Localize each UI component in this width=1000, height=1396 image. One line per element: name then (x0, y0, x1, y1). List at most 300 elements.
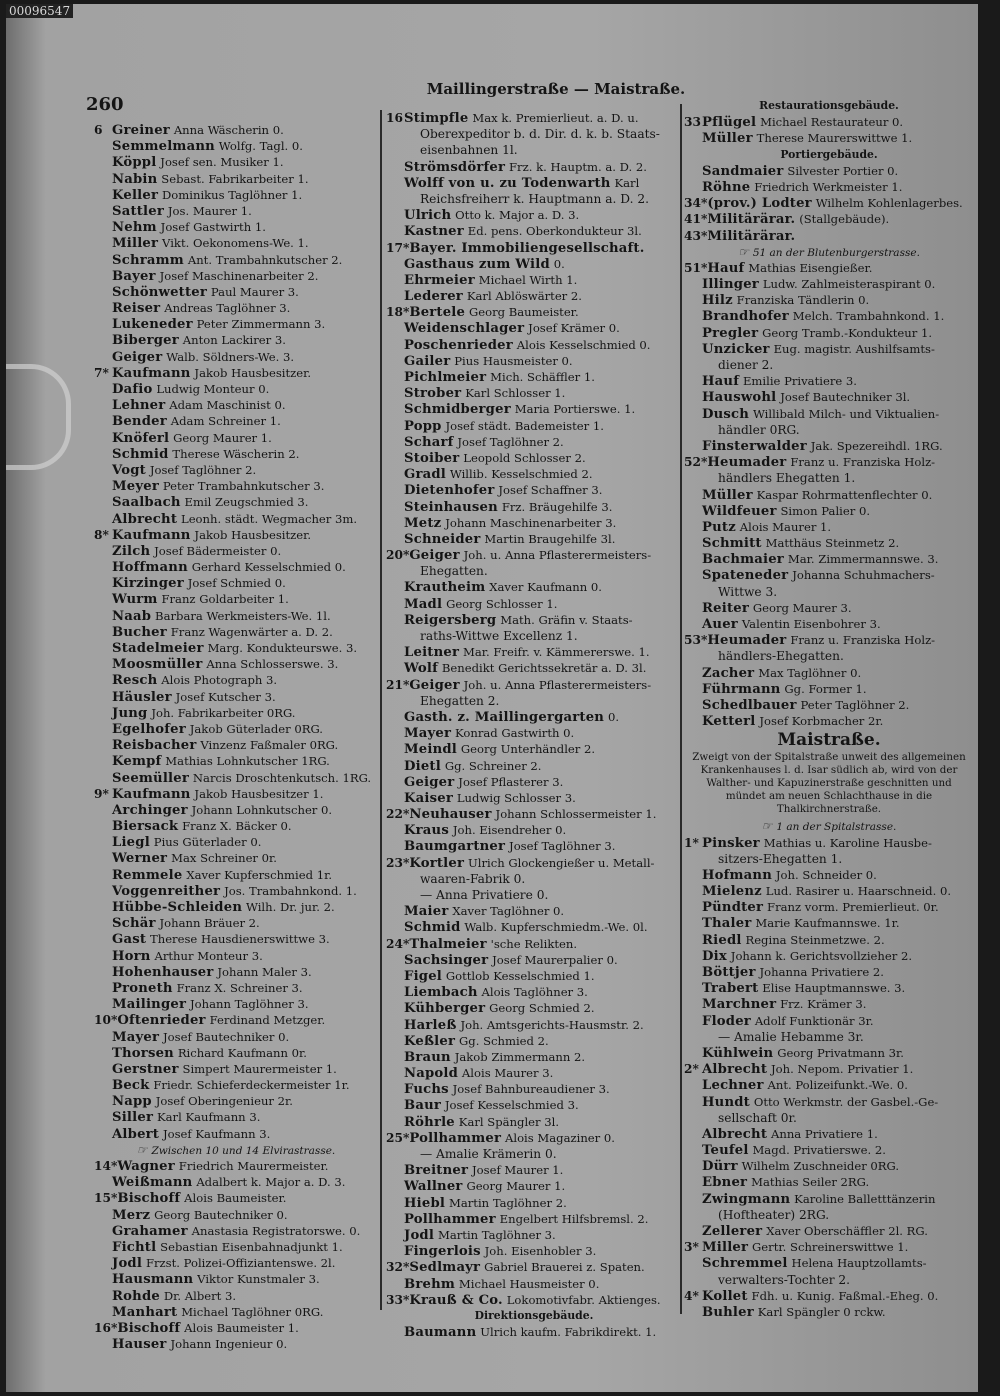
resident-entry (684, 487, 974, 503)
resident-entry (94, 915, 378, 931)
resident-details: Franz u. Franziska Holz- (790, 633, 936, 648)
resident-surname: Heumader (707, 633, 787, 649)
resident-details: Karl (614, 175, 640, 190)
resident-details: Georg Tramb.-Kondukteur 1. (762, 325, 933, 340)
resident-entry (94, 883, 378, 899)
resident-details: Georg Privatmann 3r. (777, 1045, 904, 1060)
resident-details: Alois Maurer 1. (739, 519, 832, 534)
resident-details: Xaver Taglöhner 0. (452, 904, 565, 919)
resident-surname: Röhne (702, 179, 751, 195)
resident-details: Peter Trambahnkutscher 3. (162, 479, 325, 494)
resident-entry (684, 276, 974, 292)
resident-entry (94, 672, 378, 688)
resident-details: Emilie Privatiere 3. (742, 374, 857, 389)
house-number: 17* (386, 240, 410, 255)
resident-details: Anna Wäscherin 0. (173, 123, 284, 137)
resident-entry (684, 1126, 974, 1142)
resident-details: (Stallgebäude). (799, 212, 890, 227)
resident-surname: Röhrle (404, 1114, 455, 1130)
resident-details: Josef Taglöhner 2. (457, 434, 564, 449)
resident-details: Leonh. städt. Wegmacher 3m. (181, 511, 358, 526)
resident-surname: Hohenhauser (112, 964, 214, 980)
resident-details: Ulrich kaufm. Fabrikdirekt. 1. (480, 1325, 657, 1340)
house-number: 2* (684, 1062, 699, 1077)
resident-surname: Kaiser (404, 790, 453, 806)
resident-entry (684, 454, 974, 470)
entry-continuation: sitzers-Ehegatten 1. (718, 851, 843, 866)
resident-details: Ant. Trambahnkutscher 2. (187, 252, 343, 267)
resident-surname: Mayer (112, 1029, 160, 1045)
resident-entry (386, 741, 682, 757)
resident-details: Jakob Hausbesitzer. (194, 365, 312, 380)
resident-surname: Schmid (112, 446, 169, 462)
resident-entry (684, 964, 974, 980)
resident-details: Marg. Kondukteurswe. 3. (207, 641, 358, 655)
resident-surname: Liegl (112, 835, 150, 851)
resident-surname: Moosmüller (112, 657, 203, 673)
resident-surname: Lederer (404, 289, 463, 305)
resident-entry (94, 786, 378, 802)
resident-details: Friedrich Werkmeister 1. (754, 179, 903, 194)
resident-entry (684, 114, 974, 130)
resident-details: Barbara Werkmeisters-We. 1l. (155, 608, 331, 623)
resident-details: Josef Maurer 1. (472, 1163, 564, 1178)
resident-details: Johann Ingenieur 0. (170, 1337, 288, 1352)
house-number: 24* (386, 936, 410, 951)
resident-entry (684, 697, 974, 713)
resident-entry (94, 154, 378, 170)
resident-entry (684, 1061, 974, 1077)
resident-details: Martin Taglöhner 2. (448, 1195, 567, 1210)
resident-entry (386, 207, 682, 223)
resident-surname: Maier (404, 904, 449, 920)
resident-surname: Albert (112, 1126, 160, 1142)
resident-details: Josef sen. Musiker 1. (160, 155, 284, 170)
resident-entry (94, 1271, 378, 1287)
resident-details: Joh. Schneider 0. (775, 867, 877, 882)
resident-details: Adalbert k. Major a. D. 3. (196, 1175, 346, 1190)
resident-entry (684, 980, 974, 996)
resident-entry (94, 818, 378, 834)
house-number: 23* (386, 855, 410, 870)
resident-surname: Sachsinger (404, 952, 489, 968)
resident-surname: Brandhofer (702, 309, 789, 325)
pointing-hand-icon: ☞ (136, 1142, 148, 1157)
resident-entry (684, 1288, 974, 1304)
resident-entry (684, 130, 974, 146)
resident-entry (684, 713, 974, 729)
resident-entry (94, 1304, 378, 1320)
resident-surname: Wallner (404, 1179, 463, 1195)
resident-entry (386, 1211, 682, 1227)
resident-entry (386, 579, 682, 595)
resident-details: Josef Kutscher 3. (175, 689, 276, 704)
entry-continuation: sellschaft 0r. (718, 1110, 797, 1125)
resident-details: Pius Güterlader 0. (153, 835, 262, 850)
resident-details: Willibald Milch- und Viktualien- (752, 406, 940, 421)
resident-surname: Unzicker (702, 341, 770, 357)
resident-surname: Fuchs (404, 1082, 449, 1098)
resident-details: Alois Taglöhner 3. (481, 985, 588, 1000)
resident-entry (684, 1191, 974, 1207)
resident-surname: Zacher (702, 665, 755, 681)
resident-entry (94, 1288, 378, 1304)
resident-surname: Napold (404, 1066, 459, 1082)
resident-details: Alois Baumeister. (184, 1191, 287, 1206)
resident-entry (386, 434, 682, 450)
resident-surname: Gast (112, 932, 147, 948)
resident-surname: Albrecht (702, 1126, 768, 1142)
resident-entry (386, 288, 682, 304)
resident-surname: Dafio (112, 382, 153, 397)
resident-surname: Breitner (404, 1163, 469, 1179)
resident-entry (684, 325, 974, 341)
resident-surname: Ulrich (404, 208, 452, 224)
resident-entry (94, 349, 378, 365)
resident-entry (94, 1336, 378, 1352)
resident-details: Joh. Amtsgerichts-Hausmstr. 2. (460, 1017, 644, 1032)
resident-details: Emil Zeugschmied 3. (184, 495, 309, 510)
house-number: 20* (386, 548, 410, 563)
resident-surname: Merz (112, 1207, 151, 1223)
resident-details: Ludwig Monteur 0. (156, 382, 270, 396)
resident-entry (684, 1077, 974, 1093)
resident-surname: Meindl (404, 742, 458, 758)
resident-details: Josef Maurerpalier 0. (492, 952, 618, 967)
note-text: 1 an der Spitalstrasse. (776, 821, 897, 834)
resident-surname: Baumgartner (404, 839, 506, 855)
resident-details: Frz. Bräugehilfe 3. (501, 499, 613, 514)
resident-entry (386, 919, 682, 935)
resident-surname: Pündter (702, 900, 764, 916)
note-text: 51 an der Blutenburgerstrasse. (752, 246, 920, 259)
resident-surname: Jodl (112, 1256, 143, 1272)
resident-surname: Madl (404, 596, 443, 612)
resident-entry (386, 1178, 682, 1194)
resident-details: Franz X. Bäcker 0. (182, 819, 292, 834)
resident-surname: Scharf (404, 434, 454, 450)
resident-surname: Kühberger (404, 1001, 486, 1017)
resident-entry (386, 515, 682, 531)
resident-entry (684, 503, 974, 519)
resident-entry (386, 159, 682, 175)
resident-surname: Zwingmann (702, 1191, 791, 1207)
resident-entry (94, 187, 378, 203)
resident-entry (386, 644, 682, 660)
resident-entry (684, 308, 974, 324)
resident-entry (94, 964, 378, 980)
resident-surname: Schmitt (702, 536, 762, 552)
resident-surname: Hausmann (112, 1272, 194, 1288)
resident-details: Josef Oberingenieur 2r. (155, 1094, 293, 1109)
resident-surname: Semmelmann (112, 139, 215, 155)
house-number: 8* (94, 527, 109, 542)
resident-details: Gg. Schmied 2. (459, 1033, 549, 1048)
resident-entry (94, 1320, 378, 1336)
resident-surname: Steinhausen (404, 499, 498, 515)
resident-surname: Jung (112, 705, 148, 721)
house-number: 6 (94, 123, 103, 137)
resident-entry (386, 418, 682, 434)
resident-entry (94, 1126, 378, 1142)
resident-entry (94, 753, 378, 769)
resident-surname: Weidenschlager (404, 321, 525, 337)
resident-surname: Reiser (112, 301, 161, 317)
resident-surname: Sandmaier (702, 163, 784, 179)
resident-details: Josef Schaffner 3. (498, 483, 603, 498)
resident-surname: Biberger (112, 333, 179, 349)
resident-entry (684, 1045, 974, 1061)
resident-entry (94, 219, 378, 235)
resident-details: Vinzenz Faßmaler 0RG. (200, 738, 339, 753)
resident-details: Josef Bautechniker 3l. (780, 390, 911, 405)
resident-entry (386, 1000, 682, 1016)
entry-continuation: waaren-Fabrik 0. (420, 871, 526, 886)
resident-entry (684, 406, 974, 422)
house-number: 43* (684, 228, 708, 243)
resident-details: Franz u. Franziska Holz- (790, 455, 936, 470)
resident-surname: Schneider (404, 531, 481, 547)
resident-surname: Archinger (112, 802, 188, 818)
resident-entry (386, 1259, 682, 1275)
resident-entry (94, 1239, 378, 1255)
resident-details: Josef Kesselschmied 3. (444, 1098, 579, 1113)
resident-surname: Sedlmayr (409, 1260, 481, 1276)
entry-continuation: raths-Wittwe Excellenz 1. (420, 629, 578, 643)
resident-surname: Strömsdörfer (404, 159, 506, 175)
resident-surname: Pinsker (702, 835, 760, 851)
resident-details: Konrad Gastwirth 0. (455, 726, 575, 741)
resident-surname: Albrecht (702, 1062, 768, 1078)
resident-entry (386, 223, 682, 239)
resident-surname: Kempf (112, 754, 162, 770)
resident-surname: Reigersberg (404, 612, 497, 628)
resident-entry (386, 855, 682, 871)
resident-surname: Riedl (702, 932, 742, 948)
resident-surname: Saalbach (112, 495, 181, 511)
resident-details: Simpert Maurermeister 1. (182, 1061, 337, 1076)
resident-details: Anna Privatiere 1. (771, 1126, 878, 1141)
resident-surname: Reiter (702, 600, 749, 616)
resident-details: Elise Hauptmannswe. 3. (762, 981, 906, 996)
resident-surname: Miller (112, 236, 159, 252)
resident-details: Anastasia Registratorswe. 0. (191, 1223, 361, 1238)
resident-surname: Keller (112, 187, 159, 203)
house-number: 14* (94, 1159, 118, 1173)
resident-surname: Auer (702, 617, 738, 632)
resident-entry (94, 203, 378, 219)
resident-entry (94, 543, 378, 559)
resident-entry (94, 737, 378, 753)
resident-entry (684, 228, 974, 244)
resident-surname: Krauß & Co. (409, 1292, 503, 1308)
resident-entry (94, 640, 378, 656)
resident-surname: Hauswohl (702, 390, 777, 406)
resident-entry (684, 948, 974, 964)
resident-details: Therese Maurerswittwe 1. (756, 131, 913, 146)
resident-surname: Harleß (404, 1017, 457, 1033)
resident-entry (386, 1324, 682, 1340)
resident-surname: Hundt (702, 1094, 750, 1110)
resident-details: Richard Kaufmann 0r. (177, 1045, 307, 1060)
resident-entry (94, 834, 378, 850)
resident-surname: Hauf (707, 260, 745, 276)
resident-surname: Kraus (404, 823, 449, 839)
resident-entry (684, 1255, 974, 1271)
column-divider (380, 110, 382, 1310)
resident-details: Joh. Nepom. Privatier 1. (771, 1062, 914, 1077)
resident-entry (94, 559, 378, 575)
resident-surname: Hilz (702, 293, 733, 309)
resident-surname: Köppl (112, 155, 157, 171)
resident-details: Georg Schlosser 1. (446, 596, 558, 611)
resident-entry (386, 709, 682, 725)
house-number: 15* (94, 1191, 118, 1206)
resident-surname: Hoffmann (112, 560, 188, 576)
resident-surname: Pflügel (702, 115, 757, 131)
resident-details: Georg Maurer 1. (466, 1179, 566, 1194)
resident-entry (386, 1097, 682, 1113)
resident-entry (386, 369, 682, 385)
resident-surname: Keßler (404, 1033, 456, 1049)
resident-surname: Liembach (404, 985, 478, 1001)
resident-entry (684, 632, 974, 648)
resident-surname: Lukeneder (112, 317, 193, 333)
resident-details: Ant. Polizeifunkt.-We. 0. (767, 1078, 908, 1093)
resident-entry (386, 758, 682, 774)
resident-surname: Nabin (112, 171, 158, 187)
entry-continuation: — Anna Privatiere 0. (420, 888, 549, 902)
resident-details: Paul Maurer 3. (210, 284, 299, 299)
resident-details: Martin Braugehilfe 3l. (484, 531, 616, 546)
resident-entry (94, 1190, 378, 1206)
resident-surname: Kirzinger (112, 576, 184, 592)
resident-surname: Teufel (702, 1143, 749, 1159)
resident-details: Simon Palier 0. (780, 503, 871, 518)
resident-surname: Vogt (112, 462, 146, 478)
resident-surname: Wildfeuer (702, 503, 777, 519)
resident-surname: Egelhofer (112, 721, 186, 737)
resident-entry (386, 1114, 682, 1130)
running-head: Maillingerstraße — Maistraße. (426, 80, 686, 98)
resident-entry (386, 806, 682, 822)
resident-details: Adam Maschinist 0. (169, 398, 286, 413)
house-number: 25* (386, 1130, 410, 1145)
resident-details: Franz X. Schreiner 3. (176, 980, 303, 995)
resident-surname: Geiger (404, 774, 455, 790)
resident-entry (94, 980, 378, 996)
resident-details: Josef Schmied 0. (187, 576, 286, 591)
resident-surname: Bischoff (117, 1191, 181, 1207)
resident-surname: Kastner (404, 224, 464, 240)
resident-surname: Pollhammer (409, 1130, 502, 1146)
entry-continuation: Ehegatten. (420, 564, 488, 579)
note-text: Zwischen 10 und 14 Elvirastrasse. (151, 1144, 336, 1157)
resident-details: Joh. Eisenhobler 3. (484, 1244, 597, 1259)
resident-details: Jos. Maurer 1. (167, 203, 252, 218)
resident-details: Peter Zimmermann 3. (196, 317, 326, 332)
resident-surname: Bertele (409, 305, 466, 321)
resident-details: Josef Taglöhner 3. (509, 839, 616, 854)
entry-continuation: Ehegatten 2. (420, 693, 500, 708)
resident-details: Josef Pflasterer 3. (458, 774, 564, 789)
resident-entry (386, 1276, 682, 1292)
house-number: 51* (684, 260, 708, 275)
resident-details: Mathias Seiler 2RG. (751, 1175, 870, 1190)
resident-entry (386, 838, 682, 854)
resident-surname: Kaufmann (112, 786, 191, 802)
resident-entry (386, 110, 682, 126)
resident-surname: Popp (404, 418, 442, 434)
house-number: 10* (94, 1013, 118, 1028)
resident-entry (94, 316, 378, 332)
resident-surname: Ehrmeier (404, 272, 475, 288)
resident-entry (94, 235, 378, 251)
resident-entry (94, 332, 378, 348)
resident-entry (386, 612, 682, 628)
resident-entry (386, 1049, 682, 1065)
binder-clip (6, 364, 71, 470)
resident-details: Karl Spängler 0 rckw. (757, 1304, 886, 1319)
resident-entry (94, 608, 378, 624)
resident-surname: Bayer. Immobiliengesellschaft. (409, 240, 645, 256)
entry-continuation: — Amalie Hebamme 3r. (718, 1029, 864, 1044)
resident-surname: Schönwetter (112, 284, 207, 300)
resident-surname: Fingerlois (404, 1244, 481, 1260)
resident-details: Alois Baumeister 1. (184, 1320, 299, 1335)
resident-surname: Greiner (112, 123, 170, 138)
resident-entry (684, 179, 974, 195)
resident-entry (386, 175, 682, 191)
resident-surname: Wolf (404, 661, 439, 677)
resident-details: Georg Bautechniker 0. (154, 1207, 288, 1222)
resident-entry (684, 932, 974, 948)
entry-continuation: Wittwe 3. (718, 584, 778, 599)
resident-surname: Bachmaier (702, 552, 784, 568)
resident-surname: Napp (112, 1094, 152, 1110)
resident-surname: Militärärar. (707, 212, 796, 228)
resident-surname: Remmele (112, 867, 183, 883)
resident-surname: Dix (702, 948, 727, 964)
resident-entry (94, 899, 378, 915)
resident-details: Magd. Privatierswe. 2. (752, 1143, 886, 1158)
resident-details: Georg Maurer 1. (173, 430, 272, 445)
resident-entry (386, 936, 682, 952)
resident-details: Johann Taglöhner 3. (190, 997, 309, 1012)
resident-entry (684, 616, 974, 632)
resident-details: Karl Kaufmann 3. (156, 1110, 261, 1125)
resident-surname: Geiger (409, 548, 460, 564)
resident-entry (94, 802, 378, 818)
resident-details: Gerhard Kesselschmied 0. (191, 560, 346, 575)
resident-details: Fdh. u. Kunig. Faßmal.-Eheg. 0. (751, 1288, 939, 1303)
resident-surname: Weißmann (112, 1175, 193, 1191)
resident-entry (386, 596, 682, 612)
resident-details: Therese Hausdienerswittwe 3. (150, 932, 330, 947)
resident-entry (386, 531, 682, 547)
resident-details: Mar. Freifr. v. Kämmererswe. 1. (462, 645, 650, 660)
resident-surname: Bayer (112, 268, 156, 284)
street-note (684, 818, 974, 834)
resident-entry (94, 1223, 378, 1239)
resident-entry (386, 466, 682, 482)
resident-surname: Jodl (404, 1227, 435, 1243)
house-number: 52* (684, 455, 708, 470)
entry-continuation: Reichsfreiherr k. Hauptmann a. D. 2. (420, 191, 649, 206)
resident-details: Gabriel Brauerei z. Spaten. (484, 1260, 645, 1275)
resident-surname: Müller (702, 131, 753, 147)
resident-details: Johann Maler 3. (217, 964, 312, 979)
